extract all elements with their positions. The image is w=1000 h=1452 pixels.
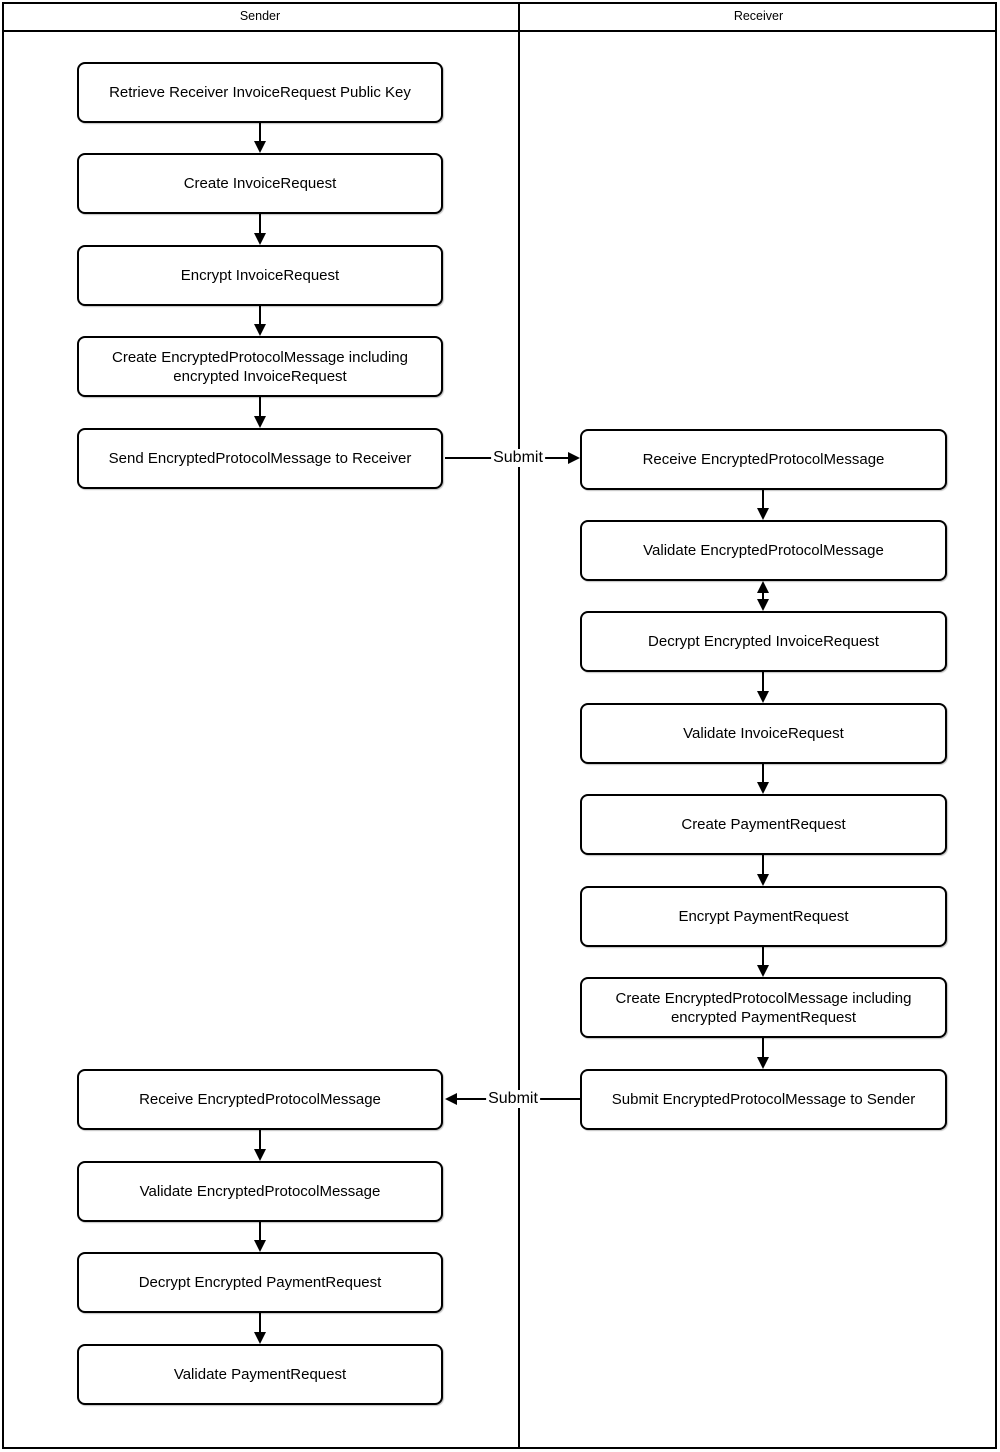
arrowhead-down-icon [254, 1240, 266, 1252]
step-label: Validate EncryptedProtocolMessage [643, 542, 884, 559]
step-label: Decrypt Encrypted PaymentRequest [138, 1274, 382, 1291]
step-sender-retrieve-public-key [77, 62, 443, 123]
step-receiver-receive-encryptedprotocolmessage [580, 429, 947, 490]
flow-arrow-line [762, 490, 764, 508]
flow-arrow-line [259, 1130, 261, 1149]
step-label: Create InvoiceRequest [183, 175, 337, 192]
step-receiver-validate-invoicerequest [580, 703, 947, 764]
flow-arrow-line [762, 764, 764, 782]
flow-arrow-line [259, 123, 261, 141]
arrowhead-down-icon [254, 324, 266, 336]
step-label: Encrypt InvoiceRequest [180, 267, 340, 284]
submit-connector-label: Submit [493, 449, 543, 466]
step-receiver-create-paymentrequest [580, 794, 947, 855]
flow-arrow-line [762, 1038, 764, 1057]
arrowhead-down-icon [254, 1149, 266, 1161]
submit-connector-label: Submit [488, 1090, 538, 1107]
flow-arrow-line [762, 672, 764, 691]
step-label: Receive EncryptedProtocolMessage [139, 1091, 381, 1108]
lane-header-receiver [520, 2, 997, 30]
flow-arrow-line [259, 397, 261, 416]
arrowhead-down-icon [757, 1057, 769, 1069]
step-label: Receive EncryptedProtocolMessage [642, 451, 885, 468]
flow-arrow-line [762, 855, 764, 874]
step-sender-validate-encryptedprotocolmessage [77, 1161, 443, 1222]
step-label: Decrypt Encrypted InvoiceRequest [648, 633, 879, 650]
lane-header-sender-label: Sender [239, 9, 281, 23]
step-sender-receive-encryptedprotocolmessage [77, 1069, 443, 1130]
step-receiver-create-encryptedprotocolmessage [580, 977, 947, 1038]
lane-header-receiver-label: Receiver [733, 9, 784, 23]
flow-arrow-line [259, 306, 261, 324]
step-label: Retrieve Receiver InvoiceRequest Public Key [109, 84, 411, 101]
flow-arrow-line [762, 947, 764, 965]
flow-arrow-line [259, 1313, 261, 1332]
flow-arrow-line [259, 214, 261, 233]
lane-divider [518, 2, 520, 1449]
arrowhead-down-icon [254, 1332, 266, 1344]
step-label: Encrypt PaymentRequest [678, 908, 849, 925]
step-sender-encrypt-invoicerequest [77, 245, 443, 306]
step-label: Validate EncryptedProtocolMessage [139, 1183, 381, 1200]
header-underline [2, 30, 997, 32]
arrowhead-down-icon [757, 965, 769, 977]
step-receiver-validate-encryptedprotocolmessage [580, 520, 947, 581]
arrowhead-down-icon [757, 874, 769, 886]
step-label: Validate PaymentRequest [173, 1366, 347, 1383]
step-label: Create EncryptedProtocolMessage including encrypted InvoiceRequest [112, 348, 408, 385]
arrowhead-down-icon [757, 691, 769, 703]
step-label: Submit EncryptedProtocolMessage to Sender [611, 1091, 916, 1108]
step-receiver-submit-encryptedprotocolmessage [580, 1069, 947, 1130]
arrowhead-down-icon [757, 782, 769, 794]
step-sender-create-invoicerequest [77, 153, 443, 214]
flow-arrow-line [259, 1222, 261, 1240]
arrowhead-down-icon [254, 416, 266, 428]
lane-header-sender [2, 2, 518, 30]
arrowhead-right-icon [568, 452, 580, 464]
step-label: Create EncryptedProtocolMessage including encrypted PaymentRequest [615, 989, 912, 1026]
step-sender-create-encryptedprotocolmessage [77, 336, 443, 397]
step-label: Send EncryptedProtocolMessage to Receiver [108, 450, 412, 467]
arrowhead-down-icon [757, 599, 769, 611]
arrowhead-down-icon [757, 508, 769, 520]
step-sender-validate-paymentrequest [77, 1344, 443, 1405]
step-label: Validate InvoiceRequest [683, 725, 844, 742]
step-label: Create PaymentRequest [681, 816, 846, 833]
step-sender-decrypt-paymentrequest [77, 1252, 443, 1313]
step-receiver-decrypt-invoicerequest [580, 611, 947, 672]
step-sender-send-encryptedprotocolmessage [77, 428, 443, 489]
arrowhead-down-icon [254, 233, 266, 245]
arrowhead-left-icon [445, 1093, 457, 1105]
arrowhead-down-icon [254, 141, 266, 153]
step-receiver-encrypt-paymentrequest [580, 886, 947, 947]
